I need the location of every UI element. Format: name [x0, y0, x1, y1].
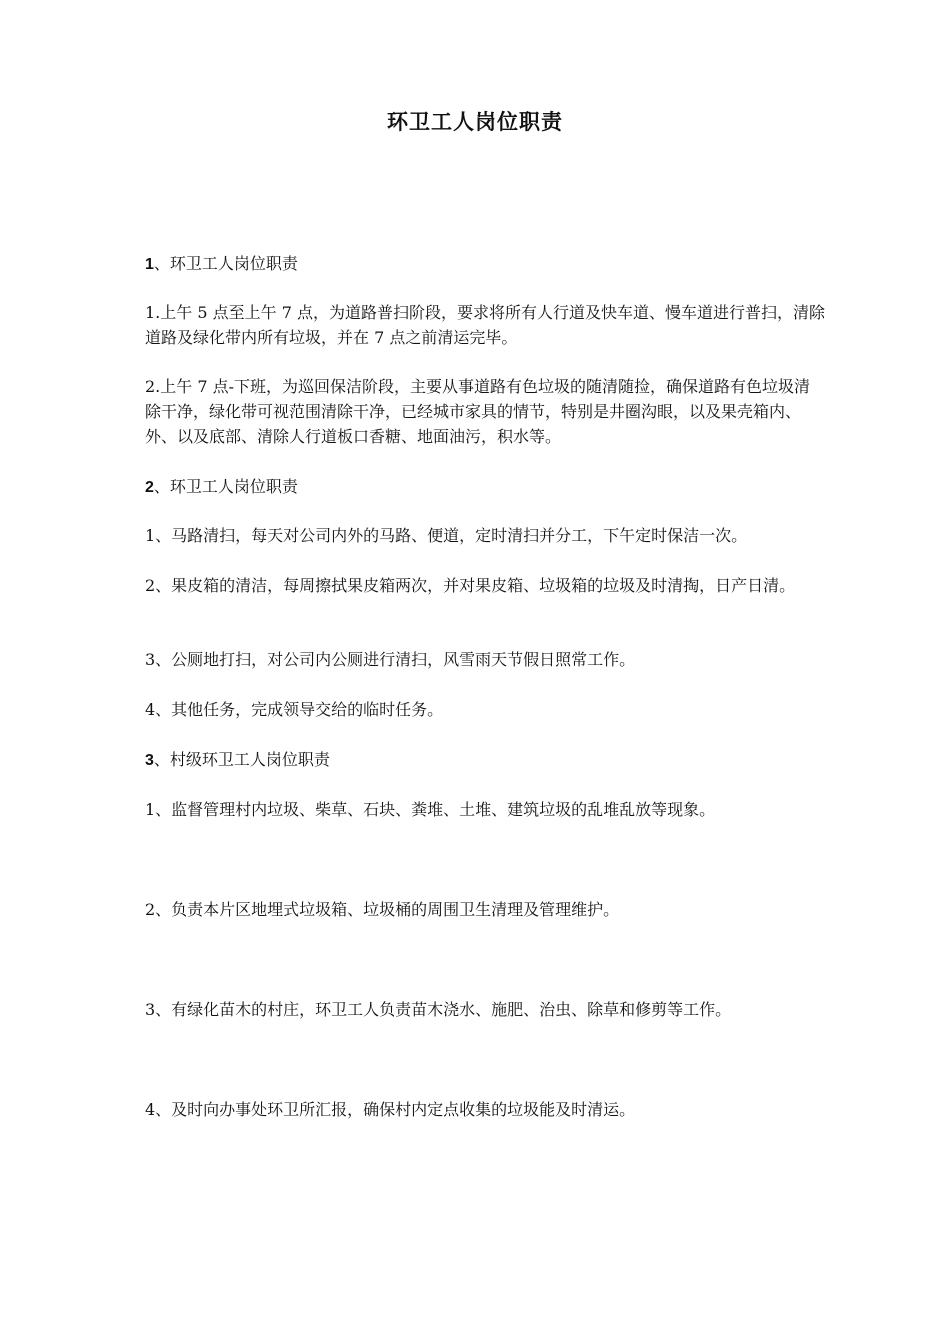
- section-separator: 、: [153, 254, 170, 273]
- section-heading-text: 环卫工人岗位职责: [169, 254, 298, 273]
- section-2-heading: [145, 474, 825, 500]
- paragraph: 2、负责本片区地埋式垃圾箱、垃圾桶的周围卫生清理及管理维护。: [145, 900, 620, 919]
- paragraph: 1.上午 5 点至上午 7 点，为道路普扫阶段，要求将所有人行道及快车道、慢车道进行普扫，清除道路及绿化带内所有垃圾，并在 7 点之前清运完毕。: [145, 303, 825, 347]
- section-number: 3: [145, 752, 154, 769]
- section-heading-text: 环卫工人岗位职责: [169, 477, 298, 496]
- paragraph: 2、果皮箱的清洁，每周擦拭果皮箱两次，并对果皮箱、垃圾箱的垃圾及时清掏，日产日清。: [145, 576, 796, 595]
- paragraph: 2.上午 7 点-下班，为巡回保洁阶段，主要从事道路有色垃圾的随清随捡，确保道路有色垃圾清除干净，绿化带可视范围清除干净，已经城市家具的情节，特别是井圈沟眼，以及果壳箱内、外、以及底部、清除人行道板口香糖、地面油污，积水等。: [145, 377, 811, 446]
- paragraph: 1、马路清扫，每天对公司内外的马路、便道，定时清扫并分工，下午定时保洁一次。: [145, 526, 748, 545]
- section-1-heading: [145, 251, 825, 277]
- paragraph: 4、其他任务，完成领导交给的临时任务。: [145, 700, 444, 719]
- paragraph: 1、监督管理村内垃圾、柴草、石块、粪堆、土堆、建筑垃圾的乱堆乱放等现象。: [145, 800, 716, 819]
- page-title: 环卫工人岗位职责: [387, 109, 563, 134]
- paragraph: 3、有绿化苗木的村庄，环卫工人负责苗木浇水、施肥、治虫、除草和修剪等工作。: [145, 1000, 732, 1019]
- section-number: 2: [145, 479, 154, 496]
- section-separator: 、: [153, 750, 170, 769]
- paragraph: 3、公厕地打扫，对公司内公厕进行清扫，风雪雨天节假日照常工作。: [145, 650, 636, 669]
- section-separator: 、: [153, 477, 170, 496]
- section-heading-text: 村级环卫工人岗位职责: [169, 750, 330, 769]
- paragraph: 4、及时向办事处环卫所汇报，确保村内定点收集的垃圾能及时清运。: [145, 1100, 636, 1119]
- section-number: 1: [145, 256, 154, 273]
- section-3-heading: [145, 747, 825, 773]
